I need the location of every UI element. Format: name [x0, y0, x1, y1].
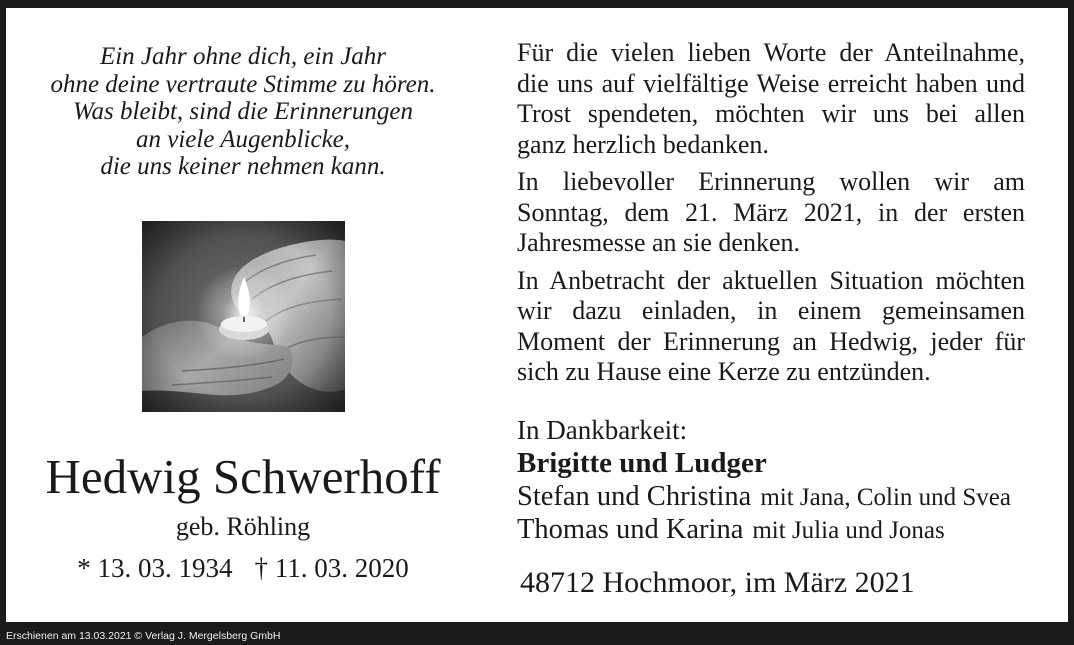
thanks-line: Moment der Erinnerung an Hedwig, jeder für [517, 326, 1025, 356]
thanks-line: ganz herzlich bedanken. [517, 129, 769, 159]
poem-line: an viele Augenblicke, [135, 125, 351, 153]
thanks-line: die uns auf vielfältige Weise erreicht haben und [517, 68, 1025, 98]
signature-family [517, 480, 1047, 513]
thanks-paragraph [517, 266, 1025, 388]
signature-family [517, 513, 1047, 546]
poem-line: Ein Jahr ohne dich, ein Jahr [99, 43, 387, 70]
memorial-left-column [6, 8, 480, 622]
poem-line: Was bleibt, sind die Erinnerungen [72, 98, 414, 125]
candle-hands-photo [142, 221, 345, 412]
thanks-line: wir dazu einladen, in einem gemeinsamen [517, 296, 1025, 325]
death-date: † 11. 03. 2020 [254, 553, 409, 583]
publication-footer [0, 622, 1074, 645]
thanks-message [517, 38, 1025, 395]
publication-imprint: Erschienen am 13.03.2021 © Verlag J. Mergelsberg GmbH [6, 630, 281, 642]
thanks-line: Trost spendeten, möchten wir uns bei allen [517, 99, 1025, 128]
thanks-line: Sonntag, dem 21. März 2021, in der ersten [517, 197, 1025, 227]
family-names: Thomas und Karina [517, 513, 744, 545]
thanks-line: Für die vielen lieben Worte der Anteilnahme, [517, 38, 1025, 67]
birth-date: * 13. 03. 1934 [77, 553, 233, 583]
thanks-line: In Anbetracht der aktuellen Situation möchten [517, 265, 1025, 295]
thanks-line: sich zu Hause eine Kerze zu entzünden. [517, 357, 931, 386]
poem [6, 43, 480, 181]
family-names: Stefan und Christina [517, 480, 752, 512]
maiden-name: geb. Röhling [175, 512, 311, 541]
poem-line: ohne deine vertraute Stimme zu hören. [50, 70, 436, 98]
memorial-notice [6, 8, 1068, 622]
signature [517, 414, 1047, 546]
life-dates [6, 552, 480, 584]
poem-line: die uns keiner nehmen kann. [100, 153, 386, 180]
deceased-name: Hedwig Schwerhoff [45, 449, 441, 504]
signature-intro: In Dankbarkeit: [517, 414, 688, 445]
thanks-line: Jahresmesse an sie denken. [517, 228, 801, 257]
signature-primary: Brigitte und Ludger [517, 446, 767, 479]
thanks-line: In liebevoller Erinnerung wollen wir am [517, 167, 1025, 196]
family-children: mit Jana, Colin und Svea [760, 483, 1011, 511]
thanks-paragraph [517, 167, 1025, 259]
place-date: 48712 Hochmoor, im März 2021 [520, 566, 915, 599]
photo-vignette [142, 221, 345, 412]
thanks-paragraph [517, 38, 1025, 160]
family-children: mit Julia und Jonas [752, 516, 945, 544]
